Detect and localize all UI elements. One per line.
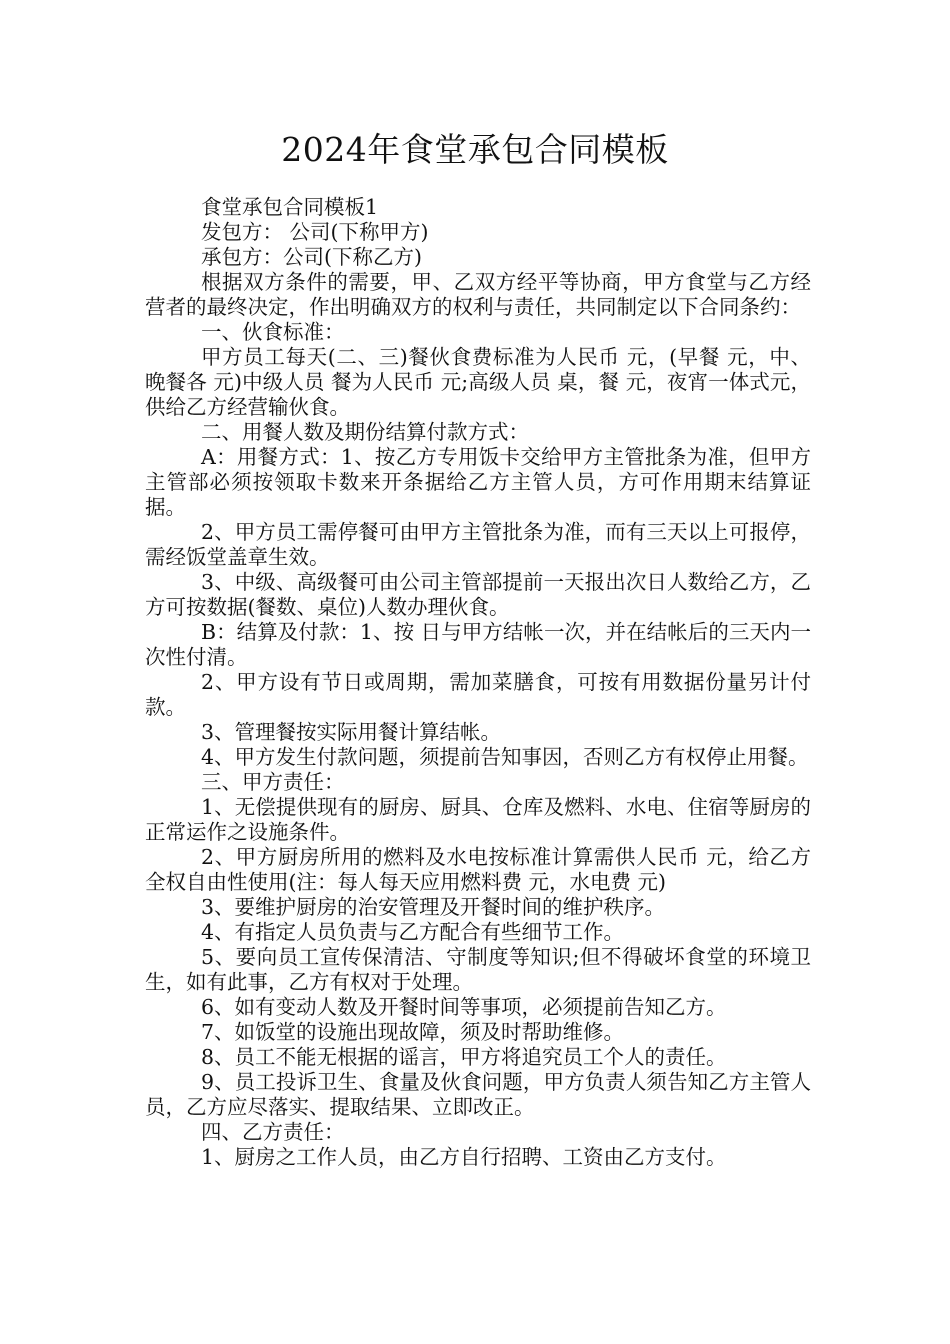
- document-title: 2024年食堂承包合同模板: [281, 130, 669, 169]
- section-heading: 二、用餐人数及期份结算付款方式：: [201, 420, 529, 444]
- paragraph: B：结算及付款：1、按 日与甲方结帐一次，并在结帐后的三天内一次性付清。: [145, 620, 811, 669]
- section-heading: 四、乙方责任：: [201, 1120, 345, 1144]
- paragraph: 食堂承包合同模板1: [201, 195, 379, 219]
- section-heading: 三、甲方责任：: [201, 770, 345, 794]
- paragraph: 4、有指定人员负责与乙方配合有些细节工作。: [201, 920, 625, 944]
- paragraph: 3、中级、高级餐可由公司主管部提前一天报出次日人数给乙方，乙方可按数据(餐数、桌位)人数办理伙食。: [145, 570, 811, 619]
- paragraph: 6、如有变动人数及开餐时间等事项，必须提前告知乙方。: [201, 995, 727, 1019]
- section-heading: 一、伙食标准：: [201, 320, 345, 344]
- paragraph: 2、甲方设有节日或周期，需加菜膳食，可按有用数据份量另计付款。: [145, 670, 811, 719]
- paragraph: 2、甲方厨房所用的燃料及水电按标准计算需供人民币 元，给乙方全权自由性使用(注：每人每天应用燃料费 元，水电费 元): [145, 845, 811, 894]
- paragraph: 3、要维护厨房的治安管理及开餐时间的维护秩序。: [201, 895, 666, 919]
- paragraph: A：用餐方式：1、按乙方专用饭卡交给甲方主管批条为准，但甲方主管部必须按领取卡数来开条据给乙方主管人员，方可作用期末结算证据。: [145, 445, 811, 519]
- paragraph: 4、甲方发生付款问题，须提前告知事因，否则乙方有权停止用餐。: [201, 745, 809, 769]
- paragraph: 2、甲方员工需停餐可由甲方主管批条为准，而有三天以上可报停，需经饭堂盖章生效。: [145, 520, 811, 569]
- paragraph: 9、员工投诉卫生、食量及伙食问题，甲方负责人须告知乙方主管人员，乙方应尽落实、提取结果、立即改正。: [145, 1070, 811, 1119]
- paragraph: 根据双方条件的需要，甲、乙双方经平等协商，甲方食堂与乙方经营者的最终决定，作出明确双方的权利与责任，共同制定以下合同条约：: [145, 270, 811, 319]
- paragraph: 1、厨房之工作人员，由乙方自行招聘、工资由乙方支付。: [201, 1145, 727, 1169]
- document-body: [145, 195, 811, 1170]
- paragraph: 5、要向员工宣传保清洁、守制度等知识;但不得破坏食堂的环境卫生，如有此事，乙方有权对于处理。: [145, 945, 811, 994]
- paragraph: 承包方：公司(下称乙方): [201, 245, 422, 269]
- paragraph: 3、管理餐按实际用餐计算结帐。: [201, 720, 502, 744]
- paragraph: 发包方： 公司(下称甲方): [201, 220, 429, 244]
- paragraph: 1、无偿提供现有的厨房、厨具、仓库及燃料、水电、住宿等厨房的正常运作之设施条件。: [145, 795, 811, 844]
- paragraph: 8、员工不能无根据的谣言，甲方将追究员工个人的责任。: [201, 1045, 727, 1069]
- paragraph: 甲方员工每天(二、三)餐伙食费标准为人民币 元，(早餐 元，中、晚餐各 元)中级人员 餐为人民币 元;高级人员 桌，餐 元，夜宵一体式元，供给乙方经营输伙食。: [145, 345, 811, 419]
- paragraph: 7、如饭堂的设施出现故障，须及时帮助维修。: [201, 1020, 625, 1044]
